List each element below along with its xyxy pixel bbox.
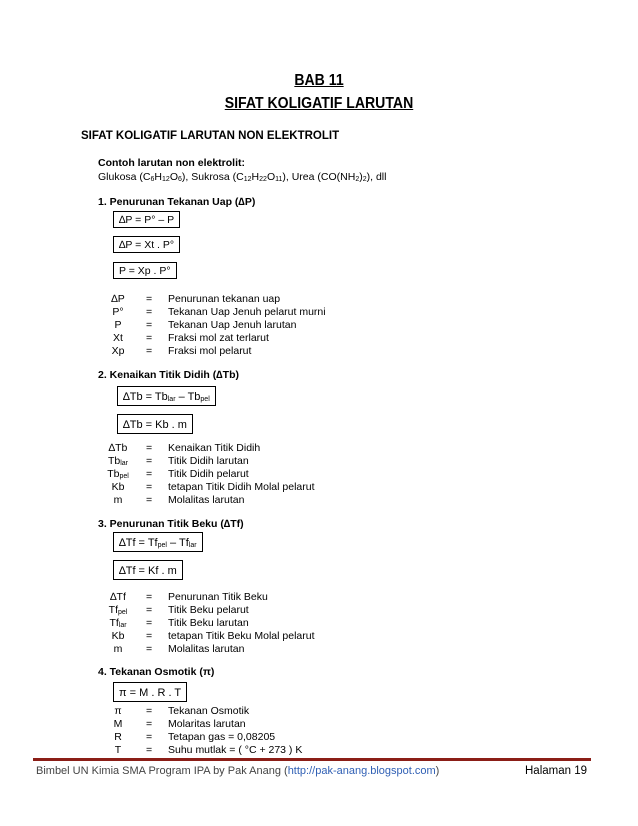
definition-symbol: Xt — [113, 332, 123, 344]
definition-equals: = — [146, 705, 153, 717]
definition-equals: = — [146, 494, 153, 506]
definition-equals: = — [146, 306, 153, 318]
definition-text: Fraksi mol zat terlarut — [168, 332, 269, 344]
definition-text: Tekanan Uap Jenuh pelarut murni — [168, 306, 326, 318]
definition-equals: = — [146, 293, 153, 305]
definition-equals: = — [146, 604, 153, 616]
definition-equals: = — [146, 744, 153, 756]
definition-text: Suhu mutlak = ( °C + 273 ) K — [168, 744, 303, 756]
definition-text: Titik Beku pelarut — [168, 604, 249, 616]
definition-row — [98, 744, 498, 757]
definition-equals: = — [146, 731, 153, 743]
topic-2-heading: 2. Kenaikan Titik Didih (∆Tb) — [98, 369, 239, 381]
definition-row — [98, 731, 498, 744]
definition-equals: = — [146, 332, 153, 344]
definition-symbol: $Tf_{lar}$ — [109, 617, 127, 629]
definition-text: Penurunan Titik Beku — [168, 591, 268, 603]
definition-row — [98, 718, 498, 731]
definition-row — [98, 617, 498, 630]
definition-symbol: Kb — [111, 630, 125, 642]
definition-equals: = — [146, 319, 153, 331]
definition-text: Tekanan Osmotik — [168, 705, 250, 717]
definition-text: Tekanan Uap Jenuh larutan — [168, 319, 297, 331]
definition-symbol: ∆P — [111, 293, 125, 305]
definition-symbol: π — [114, 705, 122, 717]
definition-equals: = — [146, 442, 153, 454]
footer-credit — [36, 765, 439, 777]
topic-1-heading: 1. Penurunan Tekanan Uap (∆P) — [98, 196, 256, 208]
definition-equals: = — [146, 345, 153, 357]
formula-3b: ∆Tf = Kf . m — [113, 560, 183, 580]
footer-link[interactable]: http://pak-anang.blogspot.com — [287, 765, 436, 777]
definition-symbol: $Tb_{pel}$ — [107, 468, 129, 480]
definition-equals: = — [146, 630, 153, 642]
formula-2b: ∆Tb = Kb . m — [117, 414, 193, 434]
examples-text: Glukosa $(C_6H_{12}O_6)$, Sukrosa $(C_{12}H_{22}O_{11})$, Urea $(CO(NH_2)_2)$, dll — [98, 171, 387, 183]
definition-symbol: $Tf_{pel}$ — [108, 604, 128, 616]
definition-row — [98, 319, 498, 332]
definition-row — [98, 293, 498, 306]
definition-row — [98, 345, 498, 358]
definition-row — [98, 306, 498, 319]
definition-symbol: $Tb_{lar}$ — [107, 455, 129, 467]
examples-heading: Contoh larutan non elektrolit: — [98, 157, 245, 169]
formula-1a: ∆P = P° – P — [113, 211, 180, 228]
footer-credit-end: ) — [435, 765, 440, 777]
definition-equals: = — [146, 468, 153, 480]
section-title: SIFAT KOLIGATIF LARUTAN NON ELEKTROLIT — [81, 130, 340, 142]
definition-symbol: R — [114, 731, 122, 743]
definition-symbol: Kb — [111, 481, 125, 493]
definition-symbol: ∆Tf — [110, 591, 126, 603]
definition-row — [98, 442, 498, 455]
definition-row — [98, 468, 498, 481]
formula-1c: P = Xp . P° — [113, 262, 177, 279]
definition-row — [98, 604, 498, 617]
definition-row — [98, 705, 498, 718]
definition-text: Kenaikan Titik Didih — [168, 442, 261, 454]
definition-equals: = — [146, 481, 153, 493]
definition-text: Fraksi mol pelarut — [168, 345, 252, 357]
definition-symbol: ∆Tb — [108, 442, 128, 454]
definition-equals: = — [146, 643, 153, 655]
footer-divider — [33, 758, 591, 761]
definition-row — [98, 591, 498, 604]
definition-symbol: T — [114, 744, 122, 756]
definition-text: Molalitas larutan — [168, 643, 245, 655]
formula-2a: $\Delta Tb = Tb_{lar} - Tb_{pel}$ — [117, 386, 216, 406]
definition-row — [98, 332, 498, 345]
chapter-number: BAB 11 — [294, 72, 344, 89]
page-number: Halaman 19 — [525, 765, 588, 777]
definition-text: Penurunan tekanan uap — [168, 293, 281, 305]
definition-text: Titik Didih larutan — [168, 455, 249, 467]
formula-3a: $\Delta Tf = Tf_{pel} - Tf_{lar}$ — [113, 532, 203, 552]
definition-row — [98, 481, 498, 494]
definition-text: Titik Didih pelarut — [168, 468, 249, 480]
definition-text: Molaritas larutan — [168, 718, 246, 730]
definition-text: Tetapan gas = 0,08205 — [168, 731, 276, 743]
definition-symbol: M — [113, 718, 123, 730]
definition-row — [98, 494, 498, 507]
footer-credit-text: Bimbel UN Kimia SMA Program IPA by Pak Anang ( — [36, 765, 288, 777]
topic-4-heading: 4. Tekanan Osmotik (π) — [98, 666, 215, 678]
topic-3-heading: 3. Penurunan Titik Beku (∆Tf) — [98, 518, 244, 530]
definition-text: Titik Beku larutan — [168, 617, 249, 629]
formula-4a: π = M . R . T — [113, 682, 187, 702]
definition-equals: = — [146, 591, 153, 603]
definition-row — [98, 630, 498, 643]
formula-1b: ∆P = Xt . P° — [113, 236, 180, 253]
definition-text: tetapan Titik Didih Molal pelarut — [168, 481, 315, 493]
chapter-title: SIFAT KOLIGATIF LARUTAN — [224, 95, 414, 112]
definition-symbol: Xp — [111, 345, 125, 357]
definition-row — [98, 455, 498, 468]
definition-text: tetapan Titik Beku Molal pelarut — [168, 630, 315, 642]
definition-equals: = — [146, 617, 153, 629]
definition-symbol: P° — [112, 306, 124, 318]
definition-text: Molalitas larutan — [168, 494, 245, 506]
definition-row — [98, 643, 498, 656]
definition-equals: = — [146, 718, 153, 730]
definition-symbol: m — [113, 494, 123, 506]
definition-equals: = — [146, 455, 153, 467]
definition-symbol: P — [114, 319, 122, 331]
definition-symbol: m — [113, 643, 123, 655]
